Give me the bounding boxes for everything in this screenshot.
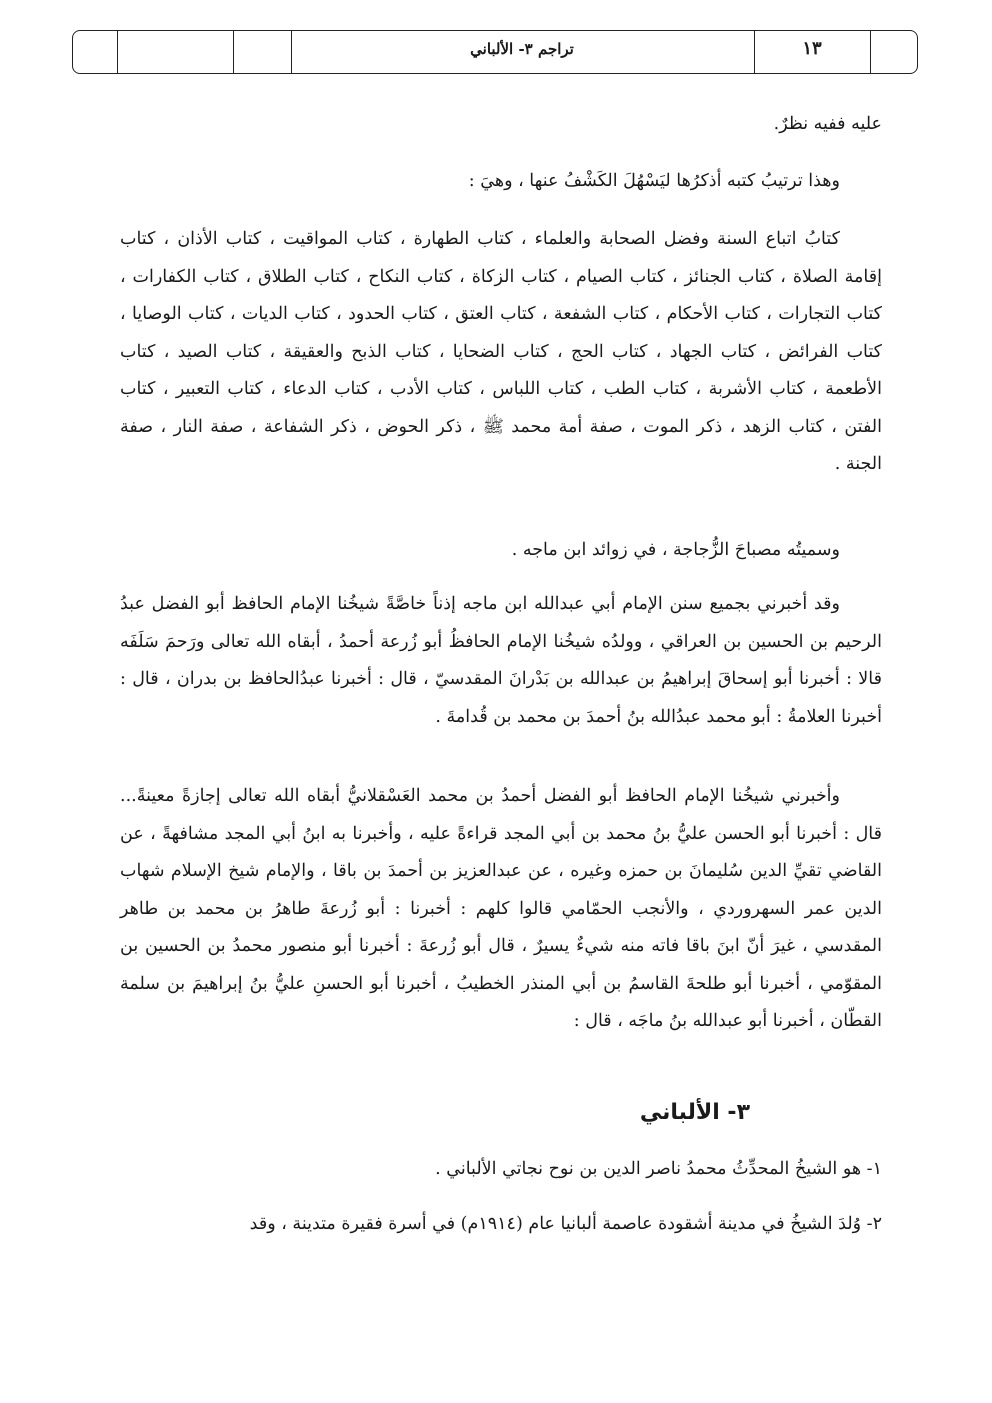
running-title: تراجم ٣- الألباني bbox=[470, 40, 574, 58]
section-heading: ٣- الألباني bbox=[639, 1100, 750, 1125]
paragraph-continuation: عليه ففيه نظرٌ. bbox=[773, 114, 882, 134]
header-divider bbox=[233, 31, 234, 73]
paragraph-isnad-2: وأخبرني شيخُنا الإمام الحافظ أبو الفضل أحمدُ بن محمد العَسْقلانيُّ أبقاه الله تعالى إجازةً معينةً... قال : أخبرنا أبو الحسن عليُّ بنُ محمد بن أبي المجد قراءةً عليه ، وأخبرنا به ابنُ أبي المجد مشافهةً ، عن القاضي تقيِّ الدين سُليمانَ بن حمزه وغيره ، عن عبدالعزيز بن أحمدَ بن باقا ، والإمام شيخ الإسلام شهاب الدين عمر السهروردي ، والأنجب الحمّامي قالوا كلهم : أخبرنا : أبو زُرعةَ طاهرُ بن محمد بن طاهر المقدسي ، غيرَ أنّ ابنَ باقا فاته منه شيءٌ يسيرٌ ، قال أبو زُرعةَ : أخبرنا أبو منصور محمدُ بن الحسين بن المقوّمي ، أخبرنا أبو طلحةَ القاسمُ بن أبي المنذر الخطيبُ ، أخبرنا أبو الحسنِ عليُّ بنُ إبراهيمَ بن سلمة القطّان ، أخبرنا أبو عبدالله بنُ ماجَه ، قال : bbox=[120, 786, 882, 1031]
paragraph-intro: وهذا ترتيبُ كتبه أذكرُها ليَسْهُلَ الكَشْفُ عنها ، وهيَ : bbox=[468, 171, 840, 191]
paragraph-isnad-1: وقد أخبرني بجميع سنن الإمام أبي عبدالله ابن ماجه إذناً خاصَّةً شيخُنا الإمام الحافظ أبو الفضل عبدُ الرحيم بن الحسين بن العراقي ، وولدُه شيخُنا الإمام الحافظُ أبو زُرعة أحمدُ ، أبقاه الله تعالى ورَحمَ سَلَفَه قالا : أخبرنا أبو إسحاقَ إبراهيمُ بن عبدالله بن بَدْرانَ المقدسيّ ، قال : أخبرنا عبدُالحافظ بن بدران ، قال : أخبرنا العلامةُ : أبو محمد عبدُالله بنُ أحمدَ بن محمد بن قُدامةَ . bbox=[120, 594, 882, 727]
paragraph-title-naming: وسميتُه مصباحَ الزُّجاجة ، في زوائد ابن ماجه . bbox=[511, 540, 840, 560]
paragraph-book-list: كتابُ اتباع السنة وفضل الصحابة والعلماء ، كتاب الطهارة ، كتاب المواقيت ، كتاب الأذان ، كتاب إقامة الصلاة ، كتاب الجنائز ، كتاب الصيام ، كتاب الزكاة ، كتاب النكاح ، كتاب الطلاق ، كتاب الكفارات ، كتاب التجارات ، كتاب الأحكام ، كتاب الشفعة ، كتاب العتق ، كتاب الحدود ، كتاب الديات ، كتاب الوصايا ، كتاب الفرائض ، كتاب الجهاد ، كتاب الحج ، كتاب الضحايا ، كتاب الذبح والعقيقة ، كتاب الصيد ، كتاب الأطعمة ، كتاب الأشربة ، كتاب الطب ، كتاب اللباس ، كتاب الأدب ، كتاب الدعاء ، كتاب التعبير ، كتاب الفتن ، كتاب الزهد ، ذكر الموت ، صفة أمة محمد ﷺ ، ذكر الحوض ، ذكر الشفاعة ، صفة النار ، صفة الجنة . bbox=[120, 229, 882, 474]
biography-item-2: ٢- وُلدَ الشيخُ في مدينة أشقودة عاصمة ألبانيا عام (١٩١٤م) في أسرة فقيرة متدينة ، وقد bbox=[249, 1214, 882, 1234]
header-divider bbox=[117, 31, 118, 73]
biography-item-1: ١- هو الشيخُ المحدِّثُ محمدُ ناصر الدين بن نوح نجاتي الألباني . bbox=[435, 1159, 882, 1179]
header-divider bbox=[870, 31, 871, 73]
page-number: ١٣ bbox=[802, 38, 822, 59]
